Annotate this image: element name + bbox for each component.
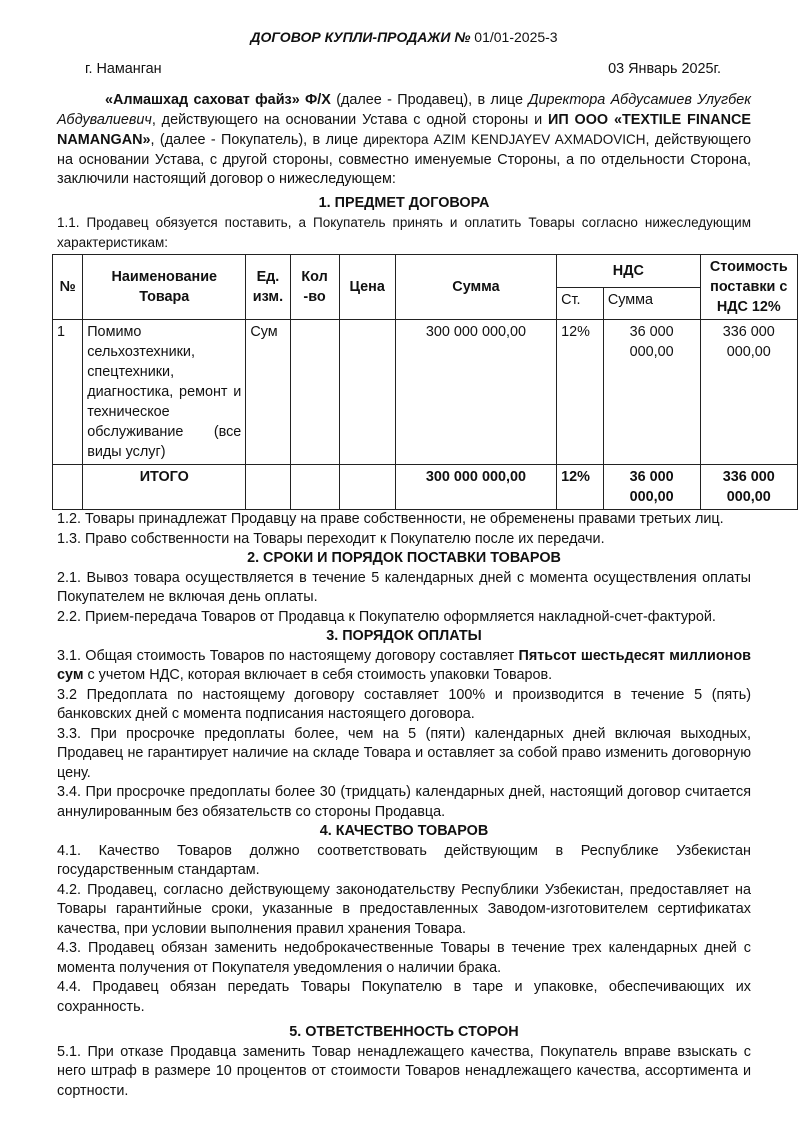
- preamble-text-2: , действующего на основании Устава с одной стороны и: [151, 111, 548, 128]
- col-header-name: Наименование Товара: [83, 255, 246, 320]
- cell-sum: 300 000 000,00: [395, 320, 556, 465]
- total-sum: 300 000 000,00: [395, 465, 556, 510]
- col-header-vat: НДС: [557, 255, 700, 288]
- clause-3-1-text-c: с учетом НДС, которая включает в себя стоимость упаковки Товаров.: [83, 667, 553, 683]
- cell-vat-sum: 36 000 000,00: [603, 320, 700, 465]
- table-header-row: [53, 255, 798, 288]
- clause-4-4: 4.4. Продавец обязан передать Товары Покупателю в таре и упаковке, обеспечивающих их сохранность.: [57, 979, 751, 1015]
- clause-4-1: 4.1. Качество Товаров должно соответствовать действующим в Республике Узбекистан государственным стандартам.: [57, 842, 751, 878]
- contract-title: [57, 28, 751, 48]
- city-date-line: [57, 60, 751, 80]
- total-label: ИТОГО: [83, 465, 246, 510]
- preamble-text-4: , действующего на основании Устава, с другой стороны, совместно именуемые Стороны, а по отдельности Сторона, заключили настоящий договор о нижеследующем:: [57, 132, 752, 187]
- total-cell-unit: [246, 465, 290, 510]
- col-header-no: №: [53, 255, 83, 320]
- col-header-qty: Кол -во: [290, 255, 339, 320]
- clause-2-1: 2.1. Вывоз товара осуществляется в течение 5 календарных дней с момента осуществления оплаты Покупателем не включая день оплаты.: [57, 569, 751, 605]
- contract-date: 03 Январь 2025г.: [608, 60, 721, 77]
- buyer-name: ИП ООО «TEXTILE FINANCE NAMANGAN»: [57, 111, 751, 148]
- section-3-heading: 3. ПОРЯДОК ОПЛАТЫ: [326, 628, 482, 644]
- col-header-total: Стоимость поставки с НДС 12%: [700, 255, 798, 320]
- clause-4-3: 4.3. Продавец обязан заменить недоброкачественные Товары в течение трех календарных дней с момента получения от Покупателя уведомления о наличии брака.: [57, 940, 751, 976]
- goods-table: [52, 254, 798, 510]
- total-vat-rate: 12%: [557, 465, 604, 510]
- cell-total: 336 000 000,00: [700, 320, 798, 465]
- section-1-heading: 1. ПРЕДМЕТ ДОГОВОРА: [318, 194, 490, 211]
- cell-qty: [290, 320, 339, 465]
- clause-3-1-text-a: 3.1. Общая стоимость Товаров по настоящему договору составляет: [57, 647, 519, 664]
- clause-5-1: 5.1. При отказе Продавца заменить Товар ненадлежащего качества, Покупатель вправе взыскать с него штраф в размере 10 процентов от стоимости Товаров ненадлежащего качества, ассортимента и сортности.: [57, 1043, 751, 1099]
- col-header-vat-rate: Ст.: [557, 287, 604, 320]
- clause-4-2: 4.2. Продавец, согласно действующему законодательству Республики Узбекистан, предоставляет на Товары гарантийные сроки, указанные в предоставленных Заводом-изготовителем сертификатах качества, при условии выполнения правил хранения Товара.: [57, 881, 751, 937]
- cell-price: [339, 320, 395, 465]
- clause-1-2: 1.2. Товары принадлежат Продавцу на праве собственности, не обременены правами третьих лиц.: [57, 511, 724, 527]
- table-totals-row: [53, 465, 798, 510]
- contract-page: [57, 28, 788, 1101]
- clause-1-3: 1.3. Право собственности на Товары переходит к Покупателю после их передачи.: [57, 530, 605, 547]
- preamble-text-3: , (далее - Покупатель), в лице: [150, 132, 364, 148]
- clause-3-4: 3.4. При просрочке предоплаты более 30 (тридцать) календарных дней, настоящий договор считается аннулированным без обязательств со стороны Продавца.: [57, 784, 751, 820]
- col-header-vat-sum: Сумма: [603, 287, 700, 320]
- clause-3-3: 3.3. При просрочке предоплаты более, чем на 5 (пяти) календарных дней включая выходных, Продавец не гарантирует наличие на складе Товара и оставляет за собой право изменить договорную цену.: [57, 725, 751, 781]
- table-row: [53, 320, 798, 465]
- cell-unit: Сум: [246, 320, 290, 465]
- cell-name: Помимо сельхозтехники, спецтехники, диагностика, ремонт и техническое обслуживание (все виды услуг): [83, 320, 246, 465]
- total-grand: 336 000 000,00: [700, 465, 798, 510]
- preamble: [57, 91, 751, 190]
- total-vat-sum: 36 000 000,00: [603, 465, 700, 510]
- amount-in-words: Пятьсот шестьдесят миллионов сум: [57, 647, 751, 683]
- col-header-sum: Сумма: [395, 255, 556, 320]
- col-header-unit: Ед. изм.: [246, 255, 290, 320]
- col-header-price: Цена: [339, 255, 395, 320]
- section-2-heading: 2. СРОКИ И ПОРЯДОК ПОСТАВКИ ТОВАРОВ: [247, 550, 561, 566]
- city: г. Наманган: [85, 60, 162, 77]
- seller-name: «Алмашхад саховат файз» Ф/Х: [105, 92, 331, 108]
- total-cell-qty: [290, 465, 339, 510]
- cell-no: 1: [53, 320, 83, 465]
- clause-1-1: 1.1. Продавец обязуется поставить, а Покупатель принять и оплатить Товары согласно нижеследующим характеристикам:: [57, 215, 751, 250]
- section-4-heading: 4. КАЧЕСТВО ТОВАРОВ: [319, 823, 489, 839]
- contract-number: 01/01-2025-3: [474, 29, 558, 45]
- total-cell-price: [339, 465, 395, 510]
- cell-vat-rate: 12%: [557, 320, 604, 465]
- preamble-text-1: (далее - Продавец), в лице: [330, 92, 529, 108]
- clause-3-2: 3.2 Предоплата по настоящему договору составляет 100% и производится в течение 5 (пять) банковских дней с момента подписания настоящего договора.: [57, 686, 751, 722]
- section-5-heading: 5. ОТВЕТСТВЕННОСТЬ СТОРОН: [289, 1024, 519, 1040]
- buyer-director: директора AZIM KENDJAYEV AXMADOVICH: [363, 132, 646, 147]
- seller-director: Директора Абдусамиев Улугбек Абдувалиевич: [57, 92, 751, 128]
- title-text: ДОГОВОР КУПЛИ-ПРОДАЖИ №: [250, 29, 471, 45]
- clause-2-2: 2.2. Прием-передача Товаров от Продавца к Покупателю оформляется накладной-счет-фактурой.: [57, 608, 716, 625]
- total-cell-no: [53, 465, 83, 510]
- clause-3-1: [57, 647, 751, 686]
